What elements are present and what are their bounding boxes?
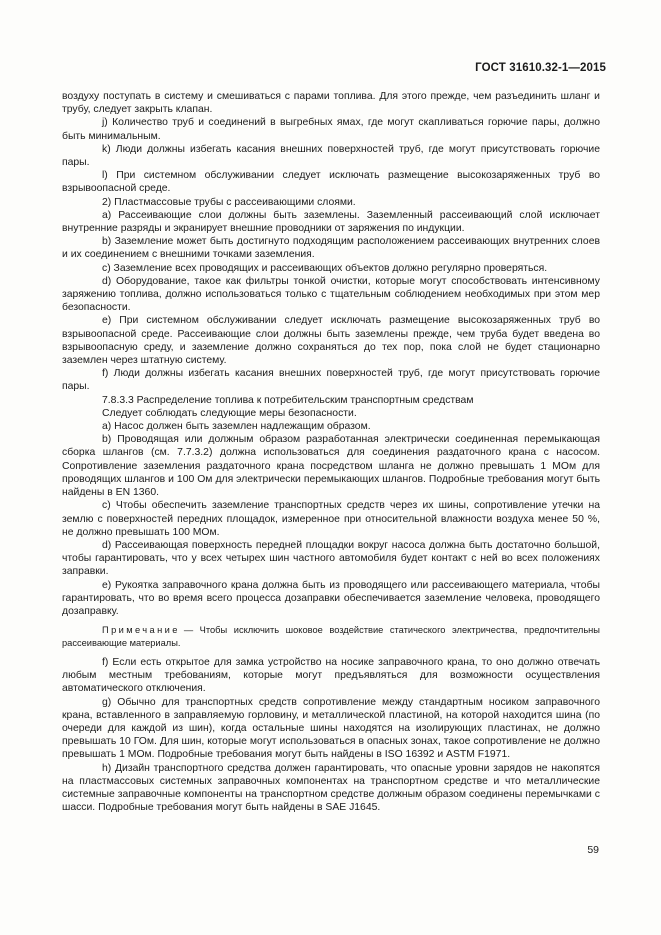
paragraph: k) Люди должны избегать касания внешних поверхностей труб, где могут присутствовать горючие пары. xyxy=(62,143,600,169)
paragraph: 2) Пластмассовые трубы с рассеивающими слоями. xyxy=(102,196,356,208)
paragraph: воздуху поступать в систему и смешиваться с парами топлива. Для этого прежде, чем разъединить шланг и трубу, следует закрыть клапан. xyxy=(62,91,600,116)
note xyxy=(62,624,600,649)
paragraph: j) Количество труб и соединений в выгребных ямах, где могут скапливаться горючие пары, должно быть минимальным. xyxy=(62,117,600,142)
paragraph: f) Люди должны избегать касания внешних поверхностей труб, где могут присутствовать горючие пары. xyxy=(62,368,600,393)
paragraph: d) Оборудование, такое как фильтры тонкой очистки, которые могут способствовать интенсивному заряжению топлива, должно использоваться только с тщательным соблюдением необходимых при этом мер безопасности. xyxy=(62,275,600,314)
paragraph: c) Чтобы обеспечить заземление транспортных средств через их шины, сопротивление утечки на землю с поверхностей передних площадок, измеренное при относительной влажности воздуха менее 50 %, не должно превышать 100 МОм. xyxy=(62,500,600,538)
paragraph: a) Насос должен быть заземлен надлежащим образом. xyxy=(102,421,371,433)
paragraph: e) Рукоятка заправочного крана должна быть из проводящего или рассеивающего материала, чтобы гарантировать, что во время всего процесса дозаправки обеспечивается заземление человека, проводящего дозаправку. xyxy=(62,579,600,617)
document-body xyxy=(62,90,600,814)
paragraph: a) Рассеивающие слои должны быть заземлены. Заземленный рассеивающий слой исключает внутренние разряды и экранирует внешние проводники от заряжения по индукции. xyxy=(62,209,600,235)
paragraph: d) Рассеивающая поверхность передней площадки вокруг насоса должна быть достаточно большой, чтобы гарантировать, что у всех четырех шин частного автомобиля будет контакт с ней во всех положениях заправки. xyxy=(62,539,600,578)
paragraph: f) Если есть открытое для замка устройство на носике заправочного крана, то оно должно отвечать любым местным требованиям, которые могут предъявляться для возможности осуществления автоматического отключения. xyxy=(62,656,600,695)
paragraph: b) Заземление может быть достигнуто подходящим расположением рассеивающих внутренних слоев и их соединением с внешними точками заземления. xyxy=(62,236,600,261)
note-label: Примечание xyxy=(102,625,180,636)
paragraph: Следует соблюдать следующие меры безопасности. xyxy=(102,407,357,419)
paragraph: c) Заземление всех проводящих и рассеивающих объектов должно регулярно проверяться. xyxy=(102,262,548,274)
document-header: ГОСТ 31610.32-1—2015 xyxy=(475,62,606,74)
paragraph: b) Проводящая или должным образом разработанная электрически соединенная перемыкающая сборка шлангов (см. 7.7.3.2) должна использоваться для соединения раздаточного крана с насосом. Сопротивление заземления раздаточного крана посредством шланга не должно превышать 1 МОм для проводящих шлангов и 100 Ом для электрически перемыкающих шлангов. Подробные требования могут быть найдены в EN 1360. xyxy=(62,434,600,499)
page-number: 59 xyxy=(587,844,599,856)
paragraph: l) При системном обслуживании следует исключать размещение высокозаряженных труб во взрывоопасной среде. xyxy=(62,170,600,195)
paragraph: e) При системном обслуживании следует исключать размещение высокозаряженных труб во взрывоопасной среде. Рассеивающие слои должны быть заземлены прежде, чем труба будет введена во взрывоопасную среду, и заземление должно сохраняться до тех пор, пока слой не будет стационарно заземлен через штатную систему. xyxy=(62,315,600,367)
section-heading: 7.8.3.3 Распределение топлива к потребительским транспортным средствам xyxy=(102,394,474,406)
paragraph: h) Дизайн транспортного средства должен гарантировать, что опасные уровни зарядов не накопятся на пластмассовых системных заправочных компонентах на транспортном средстве и что металлические системные заправочные компоненты на транспортном средстве должным образом соединены перемычками с шасси. Подробные требования могут быть найдены в SAE J1645. xyxy=(62,762,600,814)
note-text: — Чтобы исключить шоковое воздействие статического электричества, предпочтительны рассеивающие материалы. xyxy=(62,625,600,648)
paragraph: g) Обычно для транспортных средств сопротивление между стандартным носиком заправочного крана, вставленного в заправляемую горловину, и металлической пластиной, на которой находится шина (по очереди для каждой из шин), когда остальные шины находятся на изолирующих пластинах, не должно превышать 10 ГОм. Для шин, которые могут использоваться в опасных зонах, такое сопротивление не должно превышать 1 МОм. Подробные требования могут быть найдены в ISO 16392 и ASTM F1971. xyxy=(62,696,600,761)
